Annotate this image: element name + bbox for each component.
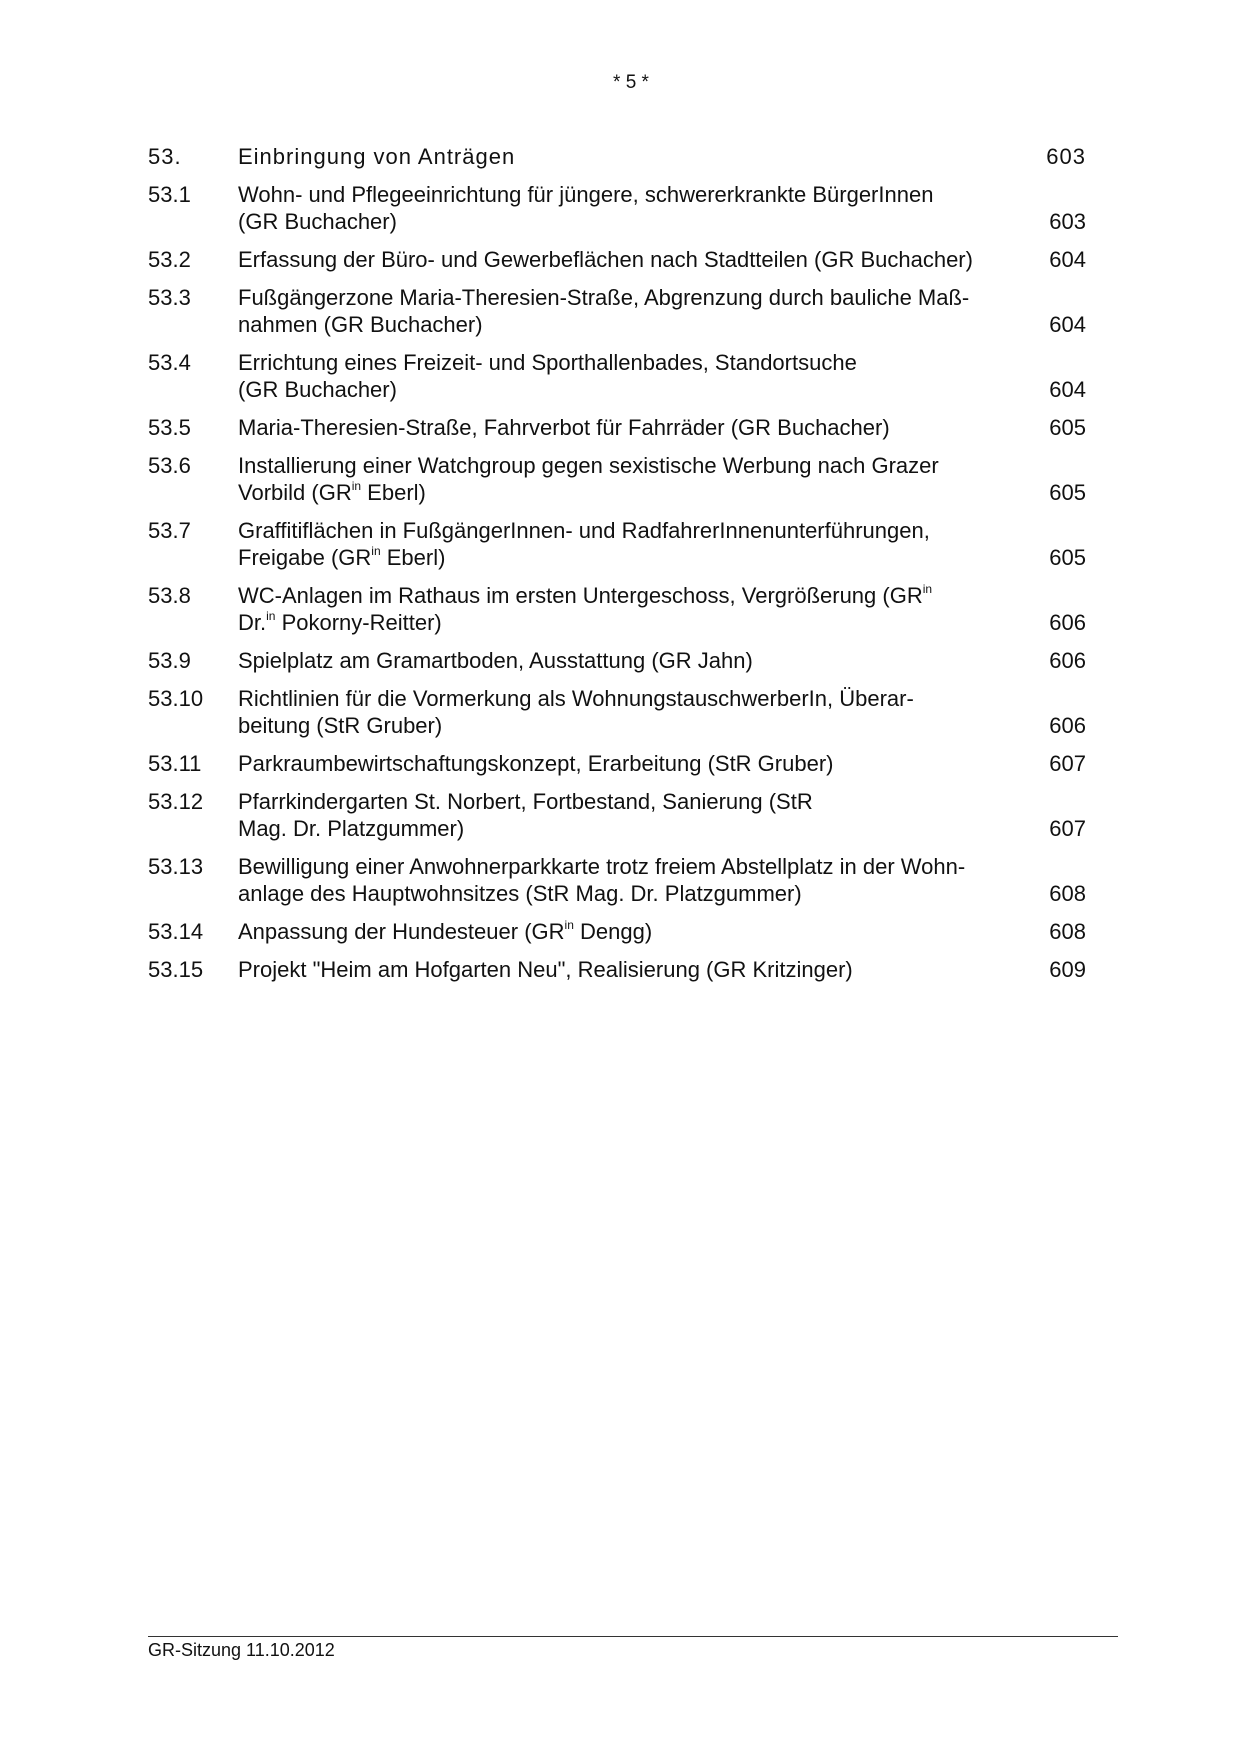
toc-entry-number: 53.2 [148, 247, 191, 272]
toc-entry-number: 53.10 [148, 686, 204, 711]
toc-entry-page: 606 [1049, 713, 1086, 738]
toc-entry-title: Bewilligung einer Anwohnerparkkarte trotz freiem Abstellplatz in der Wohn- anlage des Hauptwohnsitzes (StR Mag. Dr. Platzgummer) [238, 854, 966, 906]
toc-entry-page: 608 [1049, 881, 1086, 906]
toc-entry-title: Errichtung eines Freizeit- und Sporthallenbades, Standortsuche (GR Buchacher) [238, 350, 857, 402]
toc-entry[interactable] [148, 181, 1098, 235]
toc-entry-page: 605 [1049, 480, 1086, 505]
toc-entry-title: Richtlinien für die Vormerkung als WohnungstauschwerberIn, Überar- beitung (StR Gruber) [238, 686, 914, 738]
toc-entry-title: Spielplatz am Gramartboden, Ausstattung (GR Jahn) [238, 648, 753, 673]
toc-entry-number: 53.8 [148, 583, 191, 608]
toc-entry[interactable] [148, 414, 1098, 441]
toc-heading-title: Einbringung von Anträgen [238, 144, 516, 169]
toc-entry[interactable] [148, 349, 1098, 403]
toc-entry-number: 53.4 [148, 350, 191, 375]
toc-entry-number: 53.5 [148, 415, 191, 440]
toc-entry-page: 609 [1049, 957, 1086, 982]
toc-entries [148, 181, 1098, 983]
toc-entry-title: Anpassung der Hundesteuer ($GR^{in}$ Dengg) [238, 918, 653, 944]
toc-entry-page: 604 [1049, 377, 1086, 402]
toc-entry-title: WC-Anlagen im Rathaus im ersten Untergeschoss, Vergrößerung ($GR^{in}$ Dr.$^{in}$ Pokorny-Reitter) [238, 582, 933, 635]
toc-entry-page: 604 [1049, 247, 1086, 272]
toc-entry-title: Pfarrkindergarten St. Norbert, Fortbestand, Sanierung (StR Mag. Dr. Platzgummer) [238, 789, 813, 841]
toc-entry-number: 53.11 [148, 751, 202, 776]
footer-session-date: GR-Sitzung 11.10.2012 [148, 1640, 335, 1660]
toc-heading-number: 53. [148, 144, 182, 169]
toc-entry-title: Installierung einer Watchgroup gegen sexistische Werbung nach Grazer Vorbild ($GR^{in}$ Eberl) [238, 453, 939, 505]
toc-entry-title: Wohn- und Pflegeeinrichtung für jüngere, schwererkrankte BürgerInnen (GR Buchacher) [238, 182, 934, 234]
toc-entry[interactable] [148, 750, 1098, 777]
toc-entry[interactable] [148, 853, 1098, 907]
toc-entry-title: Graffitiflächen in FußgängerInnen- und RadfahrerInnenunterführungen, Freigabe ($GR^{in}$ Eberl) [238, 518, 930, 570]
toc-entry[interactable] [148, 582, 1098, 636]
toc-entry[interactable] [148, 918, 1098, 945]
toc-entry-number: 53.12 [148, 789, 204, 814]
toc-entry-page: 607 [1049, 816, 1086, 841]
toc-heading[interactable] [148, 143, 1098, 170]
toc-entry-page: 604 [1049, 312, 1086, 337]
toc-entry-page: 603 [1049, 209, 1086, 234]
toc-entry[interactable] [148, 517, 1098, 571]
toc-entry-title: Maria-Theresien-Straße, Fahrverbot für Fahrräder (GR Buchacher) [238, 415, 890, 440]
toc-entry[interactable] [148, 956, 1098, 983]
toc-entry-number: 53.6 [148, 453, 191, 478]
toc-entry-number: 53.1 [148, 182, 191, 207]
toc-entry-number: 53.15 [148, 957, 204, 982]
toc-entry-page: 606 [1049, 610, 1086, 635]
toc-entry[interactable] [148, 788, 1098, 842]
toc-entry-number: 53.13 [148, 854, 204, 879]
toc-entry-title: Projekt "Heim am Hofgarten Neu", Realisierung (GR Kritzinger) [238, 957, 853, 982]
toc-heading-page: 603 [1046, 144, 1086, 169]
toc-entry-number: 53.9 [148, 648, 191, 673]
toc-entry-number: 53.3 [148, 285, 191, 310]
footer-divider [148, 1636, 1118, 1637]
toc-entry[interactable] [148, 452, 1098, 506]
toc-entry[interactable] [148, 685, 1098, 739]
toc-entry-page: 606 [1049, 648, 1086, 673]
toc-entry-page: 605 [1049, 415, 1086, 440]
toc-entry-title: Parkraumbewirtschaftungskonzept, Erarbeitung (StR Gruber) [238, 751, 834, 776]
table-of-contents [148, 143, 1098, 994]
toc-entry-page: 607 [1049, 751, 1086, 776]
toc-entry-title: Erfassung der Büro- und Gewerbeflächen nach Stadtteilen (GR Buchacher) [238, 247, 973, 272]
page-number: * 5 * [613, 72, 649, 93]
toc-entry-page: 605 [1049, 545, 1086, 570]
toc-entry-page: 608 [1049, 919, 1086, 944]
toc-entry-number: 53.14 [148, 919, 204, 944]
toc-entry[interactable] [148, 246, 1098, 273]
toc-entry[interactable] [148, 647, 1098, 674]
toc-entry[interactable] [148, 284, 1098, 338]
toc-entry-number: 53.7 [148, 518, 191, 543]
toc-entry-title: Fußgängerzone Maria-Theresien-Straße, Abgrenzung durch bauliche Maß- nahmen (GR Buchacher) [238, 285, 970, 337]
